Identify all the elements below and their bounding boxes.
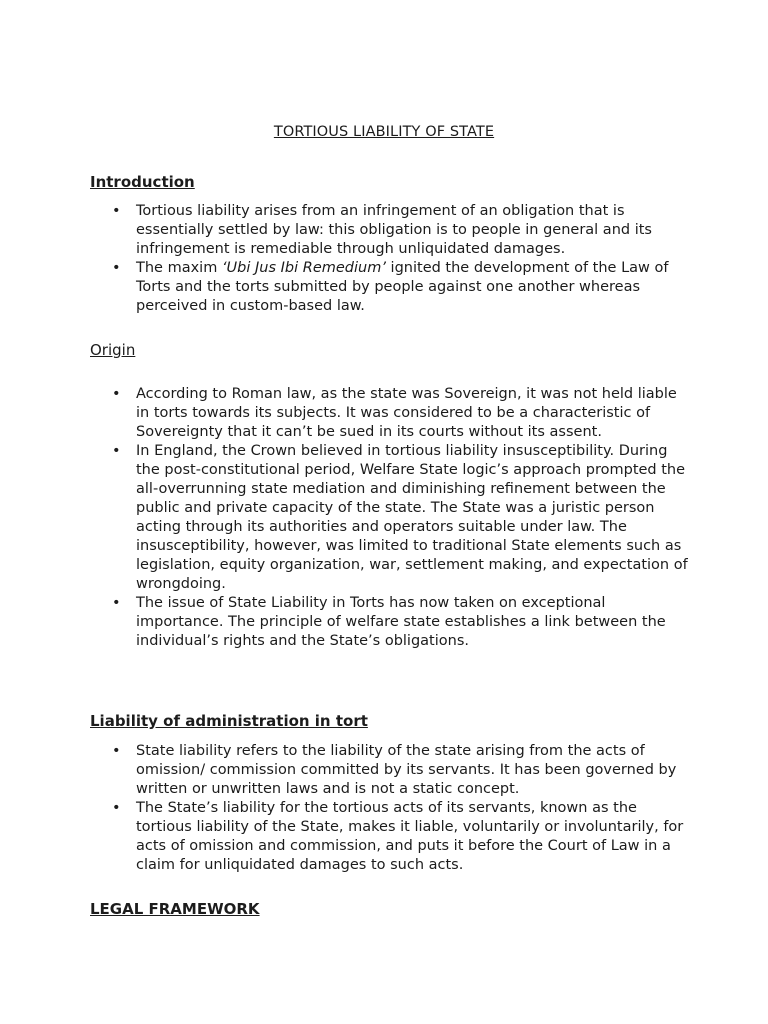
list-item-text: In England, the Crown believed in tortious liability insusceptibility. During the post-constitutional period, Welfare State logic’s approach prompted the all-overrunning state mediation and diminishing refinement between the public and private capacity of the state. The State was a juristic person acting through its authorities and operators suitable under law. The insusceptibility, however, was limited to traditional State elements such as legislation, equity organization, war, settlement making, and expectation of wrongdoing. (136, 443, 688, 592)
list-item (90, 259, 690, 316)
section-heading-legal-framework: LEGAL FRAMEWORK (90, 900, 260, 918)
bullet-icon: • (112, 800, 121, 816)
section-heading-liability-administration: Liability of administration in tort (90, 712, 368, 730)
list-item-text: The State’s liability for the tortious acts of its servants, known as the tortious liability of the State, makes it liable, voluntarily or involuntarily, for acts of omission and commission, and puts it before the Court of Law in a claim for unliquidated damages to such acts. (136, 800, 684, 873)
list-item (90, 799, 690, 875)
list-item (90, 442, 690, 594)
list-item-text: The issue of State Liability in Torts has now taken on exceptional importance. The principle of welfare state establishes a link between the individual’s rights and the State’s obligations. (136, 595, 666, 649)
list-item (90, 594, 690, 651)
section-heading-introduction: Introduction (90, 173, 195, 191)
bullet-icon: • (112, 743, 121, 759)
bullet-icon: • (112, 260, 121, 276)
list-item-text: According to Roman law, as the state was Sovereign, it was not held liable in torts towards its subjects. It was considered to be a characteristic of Sovereignty that it can’t be sued in its courts without its assent. (136, 386, 677, 440)
list-item (90, 742, 690, 799)
list-item-text: Tortious liability arises from an infringement of an obligation that is essentially settled by law: this obligation is to people in general and its infringement is remediable through unliquidated damages. (136, 203, 652, 257)
bullet-icon: • (112, 443, 121, 459)
section-heading-origin: Origin (90, 341, 136, 359)
bullet-icon: • (112, 386, 121, 402)
list-item (90, 385, 690, 442)
bullet-icon: • (112, 595, 121, 611)
document-title: TORTIOUS LIABILITY OF STATE (273, 124, 495, 140)
list-item-text: State liability refers to the liability of the state arising from the acts of omission/ commission committed by its servants. It has been governed by written or unwritten laws and is not a static concept. (136, 743, 677, 797)
bullet-icon: • (112, 203, 121, 219)
list-item-text-post: ignited the development of the Law of Torts and the torts submitted by people against one another whereas perceived in custom-based law. (136, 260, 669, 314)
introduction-bullet-list (90, 202, 690, 316)
list-item-text-pre: The maxim (136, 260, 222, 276)
latin-maxim: ‘Ubi Jus Ibi Remedium’ (221, 260, 386, 276)
origin-bullet-list (90, 385, 690, 651)
list-item (90, 202, 690, 259)
liability-bullet-list (90, 742, 690, 875)
